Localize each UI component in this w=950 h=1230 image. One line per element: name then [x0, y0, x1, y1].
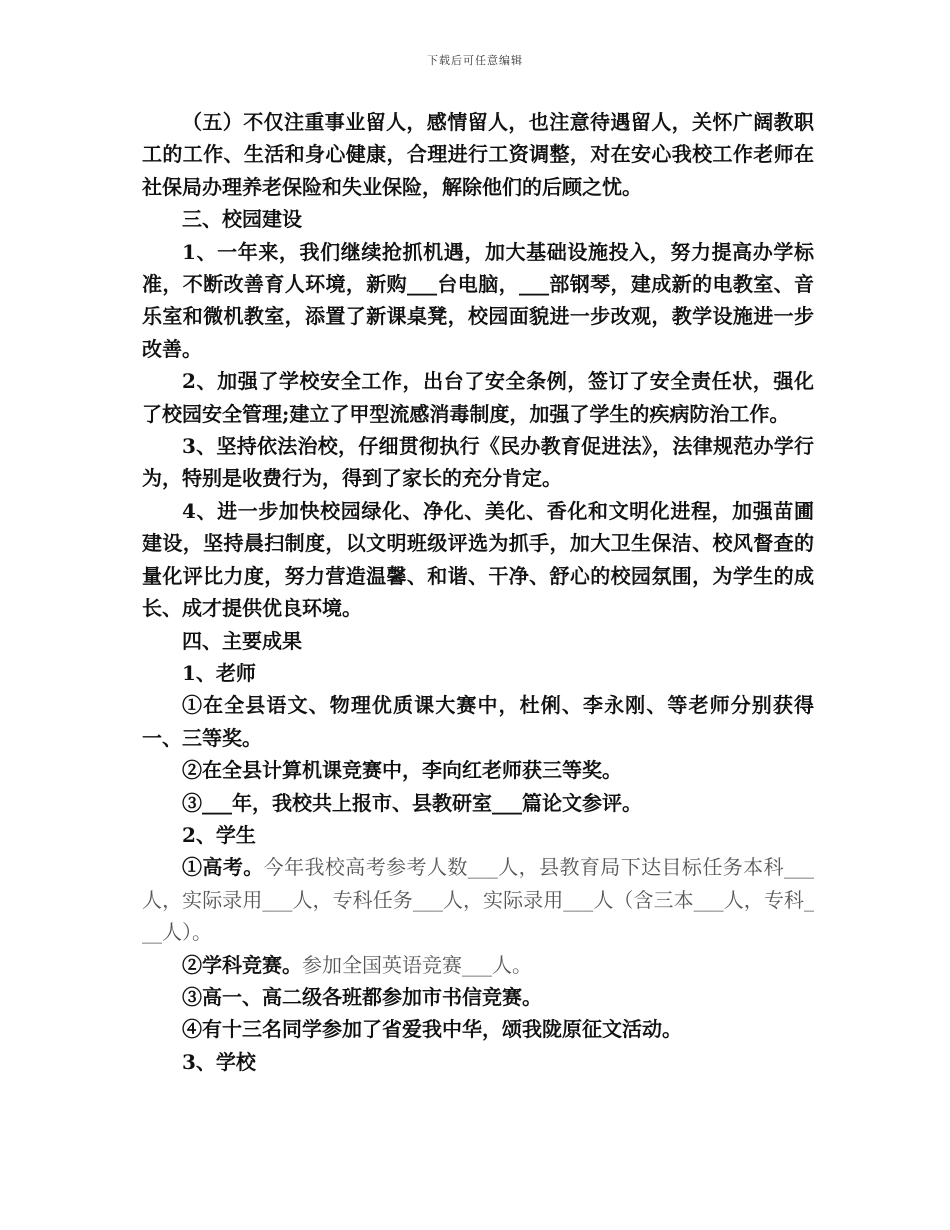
- heading-text: 1、老师: [182, 660, 256, 685]
- list-item-teacher-3: [142, 787, 814, 819]
- list-item-text: ③高一、高二级各班都参加市书信竞赛。: [182, 984, 542, 1009]
- list-item-text: ②在全县计算机课竞赛中，李向红老师获三等奖。: [182, 758, 622, 783]
- list-item-text: 参加全国英语竞赛___人。: [302, 952, 532, 977]
- list-item-text: ①在全县语文、物理优质课大赛中，杜俐、李永刚、等老师分别获得一、三等奖。: [142, 693, 814, 750]
- paragraph-infrastructure: [142, 236, 814, 366]
- list-item-text: 今年我校高考参考人数___人，县教育局下达目标任务本科___人，实际录用___人，专科任务___人，实际录用___人（含三本___人，专科___人）。: [142, 855, 815, 945]
- list-item-student-2: [142, 949, 814, 981]
- section-heading-achievements: [142, 625, 814, 657]
- page-header: 下载后可任意编辑: [427, 54, 523, 67]
- list-item-student-1: [142, 851, 814, 948]
- heading-text: 三、校园建设: [182, 207, 302, 232]
- paragraph-text: 1、一年来，我们继续抢抓机遇，加大基础设施投入，努力提高办学标准，不断改善育人环境，新购___台电脑，___部钢琴，建成新的电教室、音乐室和微机教室，添置了新课桌凳，校园面貌进一步改观，教学设施进一步改善。: [142, 239, 814, 361]
- paragraph-benefits: [142, 106, 814, 203]
- list-item-teacher-2: [142, 754, 814, 786]
- paragraph-text: 4、进一步加快校园绿化、净化、美化、香化和文明化进程，加强苗圃建设，坚持晨扫制度，以文明班级评选为抓手，加大卫生保洁、校风督查的量化评比力度，努力营造温馨、和谐、干净、舒心的校园氛围，为学生的成长、成才提供优良环境。: [142, 498, 814, 621]
- heading-text: 四、主要成果: [182, 628, 302, 653]
- list-item-student-3: [142, 981, 814, 1013]
- paragraph-rule-of-law: [142, 430, 814, 495]
- list-item-student-4: [142, 1013, 814, 1045]
- subheading-teachers: [142, 657, 814, 689]
- paragraph-text: （五）不仅注重事业留人，感情留人，也注意待遇留人，关怀广阔教职工的工作、生活和身心健康，合理进行工资调整，对在安心我校工作老师在社保局办理养老保险和失业保险，解除他们的后顾之忧。: [142, 110, 814, 199]
- section-heading-campus: [142, 203, 814, 235]
- paragraph-greening: [142, 495, 814, 625]
- list-item-text: ④有十三名同学参加了省爱我中华，颂我陇原征文活动。: [182, 1017, 682, 1042]
- heading-text: 2、学生: [182, 822, 256, 847]
- subheading-students: [142, 819, 814, 851]
- subheading-school: [142, 1046, 814, 1078]
- paragraph-safety: [142, 365, 814, 430]
- heading-text: 3、学校: [182, 1049, 256, 1074]
- list-item-teacher-1: [142, 689, 814, 754]
- list-item-lead: ②学科竞赛。: [182, 952, 302, 977]
- paragraph-text: 2、加强了学校安全工作，出台了安全条例，签订了安全责任状，强化了校园安全管理;建立了甲型流感消毒制度，加强了学生的疾病防治工作。: [142, 369, 814, 426]
- list-item-text: ③___年，我校共上报市、县教研室___篇论文参评。: [182, 790, 642, 815]
- paragraph-text: 3、坚持依法治校，仔细贯彻执行《民办教育促进法》，法律规范办学行为，特别是收费行为，得到了家长的充分肯定。: [142, 434, 814, 491]
- document-body: [142, 106, 814, 1078]
- list-item-lead: ①高考。: [182, 855, 264, 880]
